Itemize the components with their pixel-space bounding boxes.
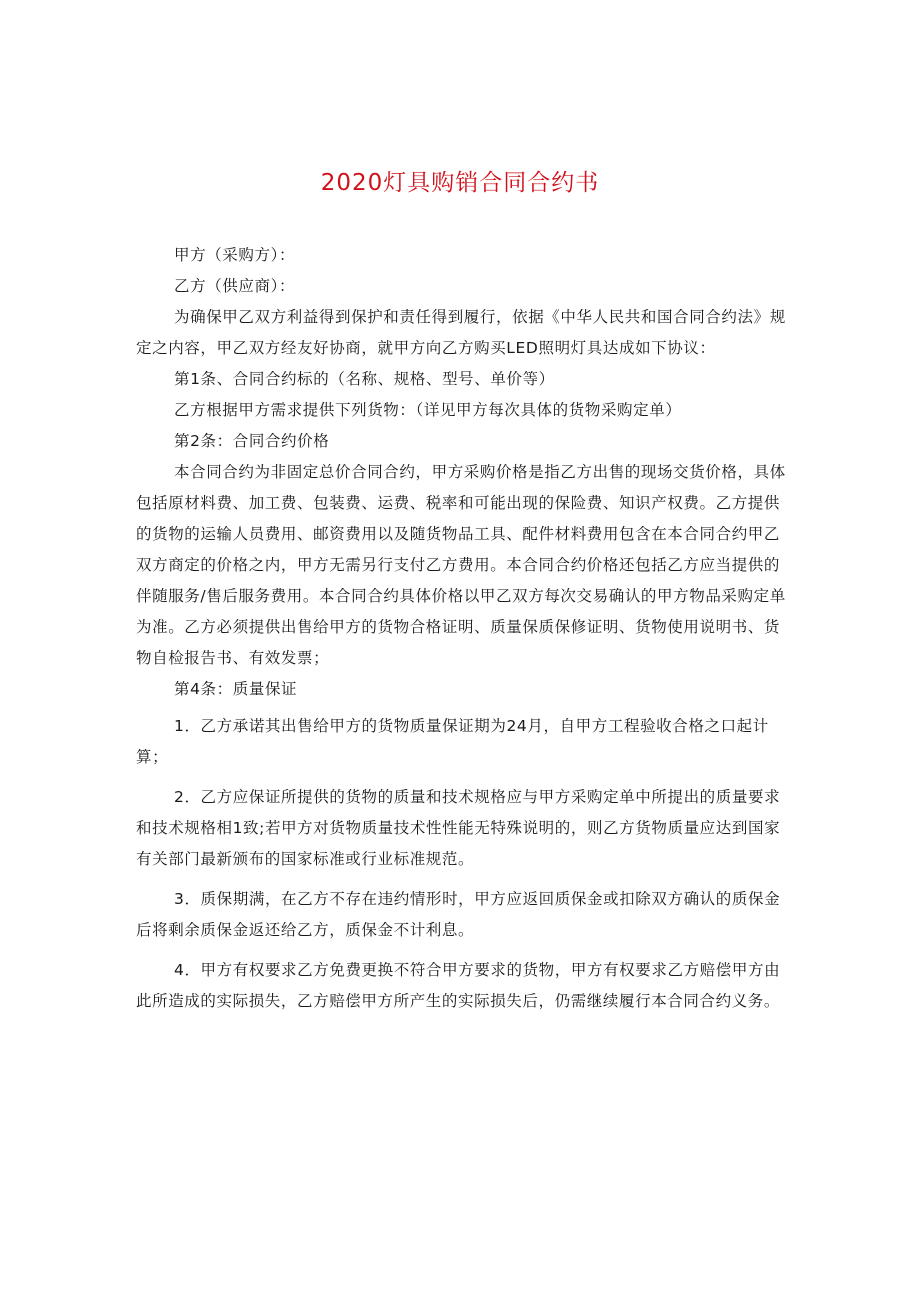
- contract-body: [136, 240, 796, 1017]
- document-title: 2020灯具购销合同合约书: [320, 170, 600, 196]
- article-4-item-4: 4．甲方有权要求乙方免费更换不符合甲方要求的货物，甲方有权要求乙方赔偿甲方由此所造成的实际损失，乙方赔偿甲方所产生的实际损失后，仍需继续履行本合同合约义务。: [136, 961, 781, 1010]
- article-2-heading: 第2条：合同合约价格: [174, 432, 330, 450]
- article-1-heading: 第1条、合同合约标的（名称、规格、型号、单价等）: [174, 370, 555, 388]
- party-b-line: 乙方（供应商）：: [174, 277, 296, 295]
- article-4-item-3: 3．质保期满，在乙方不存在违约情形时，甲方应返回质保金或扣除双方确认的质保金后将剩余质保金返还给乙方，质保金不计利息。: [136, 890, 781, 939]
- article-4-item-1: 1．乙方承诺其出售给甲方的货物质量保证期为24月，自甲方工程验收合格之口起计算；: [136, 717, 769, 766]
- article-2-text: 本合同合约为非固定总价合同合约，甲方采购价格是指乙方出售的现场交货价格，具体包括原材料费、加工费、包装费、运费、税率和可能出现的保险费、知识产权费。乙方提供的货物的运输人员费用、邮资费用以及随货物品工具、配件材料费用包含在本合同合约甲乙双方商定的价格之内，甲方无需另行支付乙方费用。本合同合约价格还包括乙方应当提供的伴随服务/售后服务费用。本合同合约具体价格以甲乙双方每次交易确认的甲方物品采购定单为准。乙方必须提供出售给甲方的货物合格证明、质量保质保修证明、货物使用说明书、货物自检报告书、有效发票；: [136, 463, 786, 667]
- article-1-text: 乙方根据甲方需求提供下列货物：（详见甲方每次具体的货物采购定单）: [174, 401, 682, 419]
- article-4-heading: 第4条：质量保证: [174, 680, 298, 698]
- party-a-line: 甲方（采购方）：: [174, 246, 296, 264]
- article-4-item-2: 2．乙方应保证所提供的货物的质量和技术规格应与甲方采购定单中所提出的质量要求和技术规格相1致;若甲方对货物质量技术性性能无特殊说明的，则乙方货物质量应达到国家有关部门最新颁布的国家标准或行业标准规范。: [136, 788, 781, 868]
- intro-paragraph: 为确保甲乙双方利益得到保护和责任得到履行，依据《中华人民共和国合同合约法》规定之内容，甲乙双方经友好协商，就甲方向乙方购买LED照明灯具达成如下协议：: [136, 308, 786, 357]
